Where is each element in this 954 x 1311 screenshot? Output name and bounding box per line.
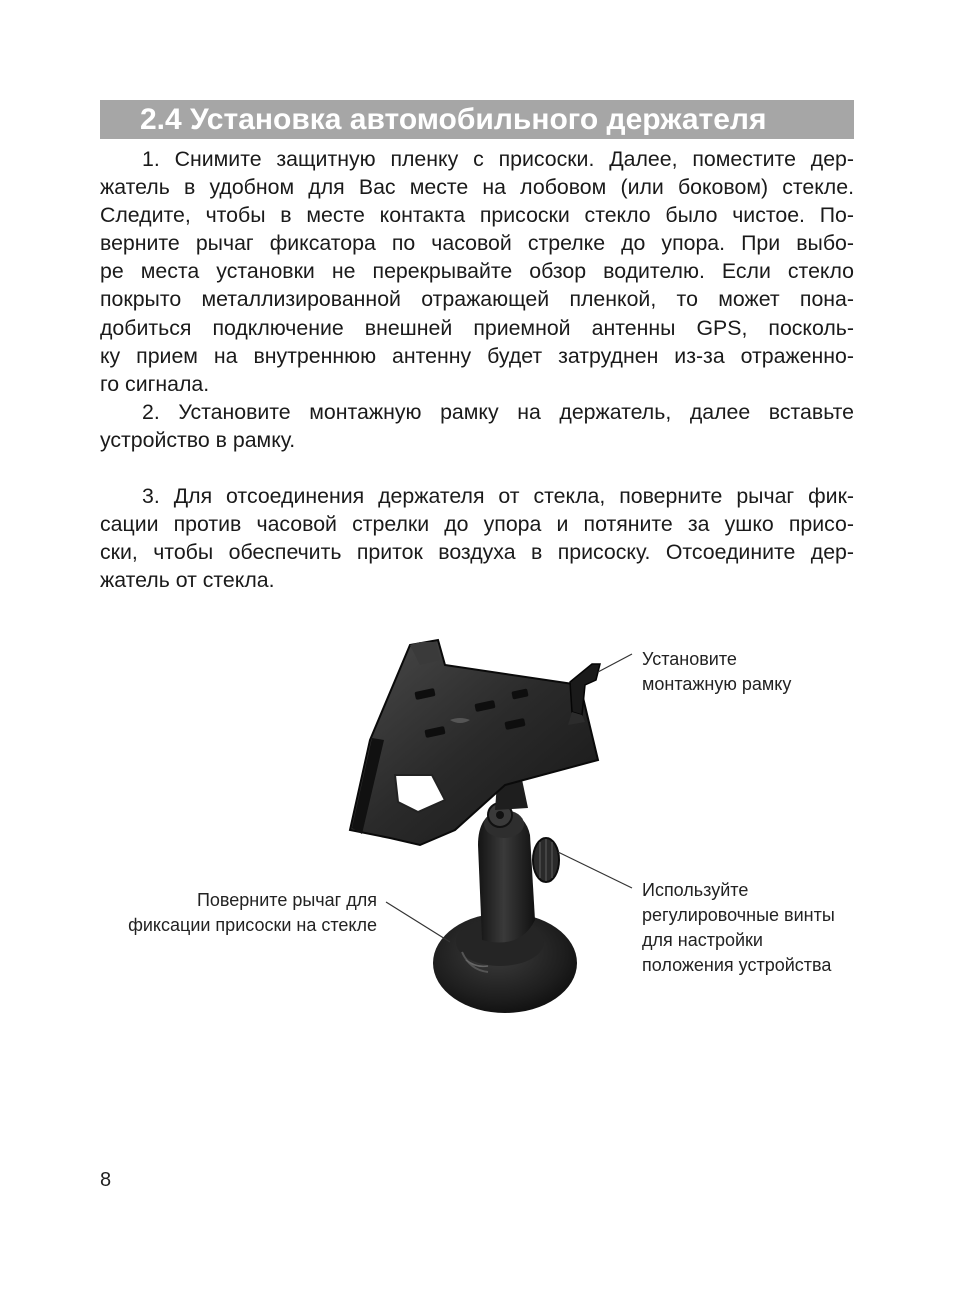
paragraph-line: покрыто металлизированной отражающей пленкой, то может пона- [100, 287, 854, 312]
leader-line-screws [558, 852, 632, 888]
paragraph-line: 2. Установите монтажную рамку на держатель, далее вставьте [142, 400, 854, 424]
callout-lever [128, 888, 377, 938]
paragraph-line: жатель от стекла. [100, 568, 275, 593]
paragraph-2 [100, 398, 854, 454]
paragraph-line: верните рычаг фиксатора по часовой стрелке до упора. При выбо- [100, 231, 854, 256]
paragraph-line: 3. Для отсоединения держателя от стекла, поверните рычаг фик- [142, 484, 854, 508]
paragraph-line: ре места установки не перекрывайте обзор водителю. Если стекло [100, 259, 854, 284]
paragraph-line: ски, чтобы обеспечить приток воздуха в присоску. Отсоедините дер- [100, 540, 854, 565]
callout-line: Поверните рычаг для [196, 890, 377, 910]
paragraph-line: добиться подключение внешней приемной антенны GPS, посколь- [100, 315, 854, 340]
page-number: 8 [100, 1169, 112, 1191]
paragraph-line: го сигнала. [100, 371, 210, 396]
paragraph-line: 1. Снимите защитную пленку с присоски. Далее, поместите дер- [142, 147, 854, 171]
leader-line-frame [598, 654, 632, 672]
paragraph-3 [100, 482, 854, 594]
paragraph-line: ку прием на внутреннюю антенну будет затруднен из-за отраженно- [100, 343, 854, 368]
callout-line: Установите [642, 649, 737, 669]
mounting-plate [350, 640, 598, 845]
callout-install-frame [642, 647, 791, 697]
paragraph-line: устройство в рамку. [100, 428, 296, 453]
callout-line: регулировочные винты [642, 905, 835, 925]
callout-line: положения устройства [642, 955, 832, 975]
paragraph-line: сации против часовой стрелки до упора и потяните за ушко присо- [100, 512, 854, 537]
callout-line: для настройки [642, 930, 763, 950]
callout-line: Используйте [642, 880, 749, 900]
paragraph-line: Следите, чтобы в месте контакта присоски стекло было чистое. По- [100, 203, 854, 228]
paragraph-line: жатель в удобном для Вас месте на лобовом (или боковом) стекле. [100, 175, 854, 200]
paragraph-1 [100, 145, 854, 398]
section-title: 2.4 Установка автомобильного держателя [140, 103, 767, 136]
leader-line-lever [386, 902, 450, 942]
car-holder-figure [0, 620, 954, 1040]
callout-adjust-screws [642, 878, 835, 978]
callout-line: монтажную рамку [642, 674, 792, 694]
callout-line: фиксации присоски на стекле [128, 915, 377, 935]
